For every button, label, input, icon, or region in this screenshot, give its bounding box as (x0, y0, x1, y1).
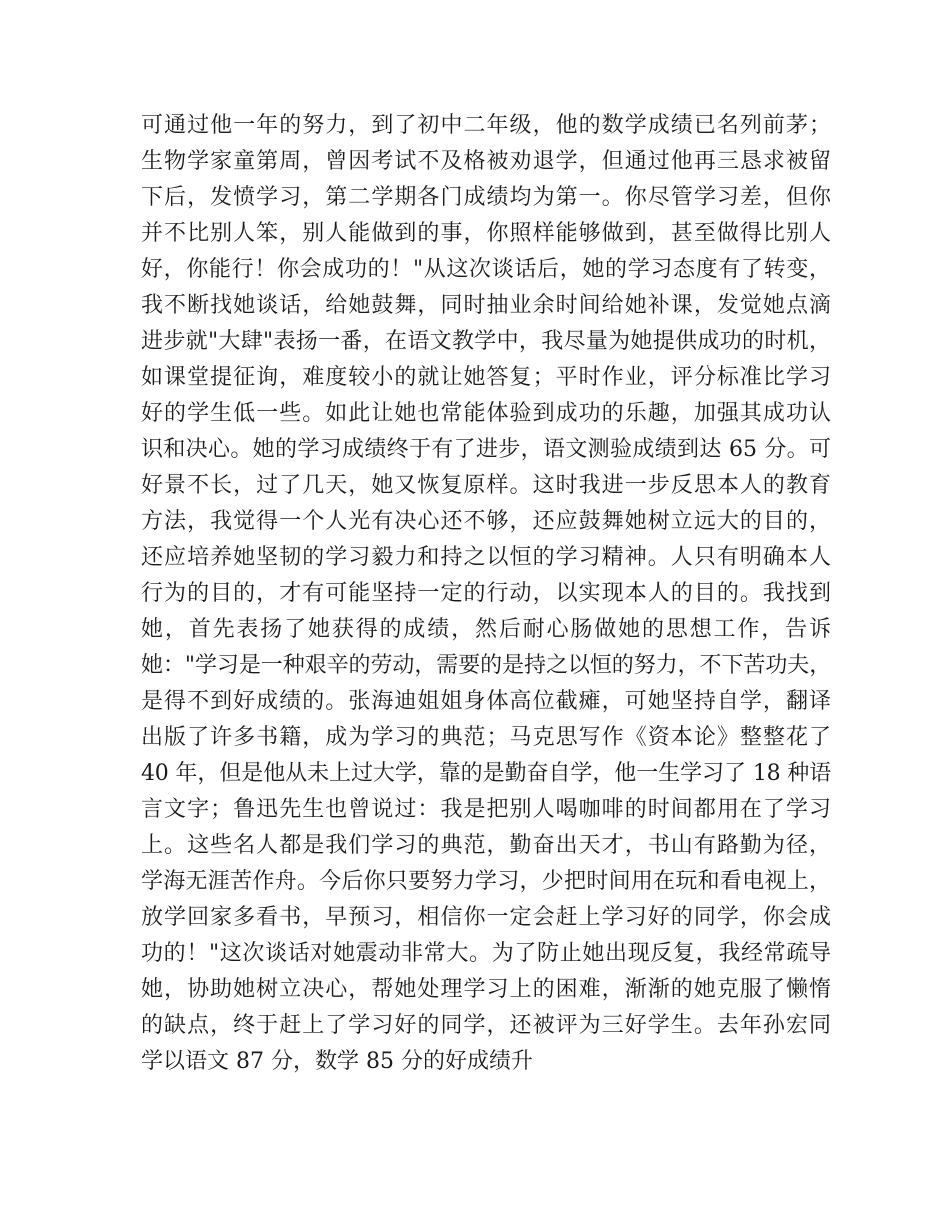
text-line: 下后，发愤学习，第二学期各门成绩均为第一。你尽管学习差，但你 (141, 185, 831, 210)
text-line: 好景不长，过了几天，她又恢复原样。这时我进一步反思本人的教育 (141, 473, 831, 498)
text-line: 功的！"这次谈话对她震动非常大。为了防止她出现反复，我经常疏导 (141, 941, 831, 966)
text-line: 学以语文 87 分，数学 85 分的好成绩升 (141, 1049, 533, 1074)
text-line: 进步就"大肆"表扬一番，在语文教学中，我尽量为她提供成功的时机， (141, 329, 831, 354)
text-line: 她，协助她树立决心，帮她处理学习上的困难，渐渐的她克服了懒惰 (141, 977, 831, 1002)
text-line: 可通过他一年的努力，到了初中二年级，他的数学成绩已名列前茅； (141, 113, 831, 138)
text-line: 她，首先表扬了她获得的成绩，然后耐心肠做她的思想工作，告诉 (141, 617, 831, 642)
text-line: 还应培养她坚韧的学习毅力和持之以恒的学习精神。人只有明确本人 (141, 545, 831, 570)
text-line: 识和决心。她的学习成绩终于有了进步，语文测验成绩到达 65 分。可 (141, 437, 831, 462)
text-line: 并不比别人笨，别人能做到的事，你照样能够做到，甚至做得比别人 (141, 221, 831, 246)
text-line: 我不断找她谈话，给她鼓舞，同时抽业余时间给她补课，发觉她点滴 (141, 293, 831, 318)
text-line: 40 年，但是他从未上过大学，靠的是勤奋自学，他一生学习了 18 种语 (141, 761, 831, 786)
text-line: 放学回家多看书，早预习，相信你一定会赶上学习好的同学，你会成 (141, 905, 831, 930)
text-line: 学海无涯苦作舟。今后你只要努力学习，少把时间用在玩和看电视上， (141, 869, 831, 894)
text-line: 好的学生低一些。如此让她也常能体验到成功的乐趣，加强其成功认 (141, 401, 831, 426)
text-line: 如课堂提征询，难度较小的就让她答复；平时作业，评分标准比学习 (141, 365, 831, 390)
text-line: 好，你能行！你会成功的！"从这次谈话后，她的学习态度有了转变， (141, 257, 831, 282)
text-line: 方法，我觉得一个人光有决心还不够，还应鼓舞她树立远大的目的， (141, 509, 831, 534)
text-line: 言文字；鲁迅先生也曾说过：我是把别人喝咖啡的时间都用在了学习 (141, 797, 831, 822)
text-line: 生物学家童第周，曾因考试不及格被劝退学，但通过他再三恳求被留 (141, 149, 831, 174)
text-line: 她："学习是一种艰辛的劳动，需要的是持之以恒的努力，不下苦功夫， (141, 653, 831, 678)
text-line: 上。这些名人都是我们学习的典范，勤奋出天才，书山有路勤为径， (141, 833, 831, 858)
text-line: 行为的目的，才有可能坚持一定的行动，以实现本人的目的。我找到 (141, 581, 831, 606)
text-line: 出版了许多书籍，成为学习的典范；马克思写作《资本论》整整花了 (141, 725, 831, 750)
body-text (141, 108, 831, 1080)
text-line: 是得不到好成绩的。张海迪姐姐身体高位截瘫，可她坚持自学，翻译 (141, 689, 831, 714)
text-line: 的缺点，终于赶上了学习好的同学，还被评为三好学生。去年孙宏同 (141, 1013, 831, 1038)
